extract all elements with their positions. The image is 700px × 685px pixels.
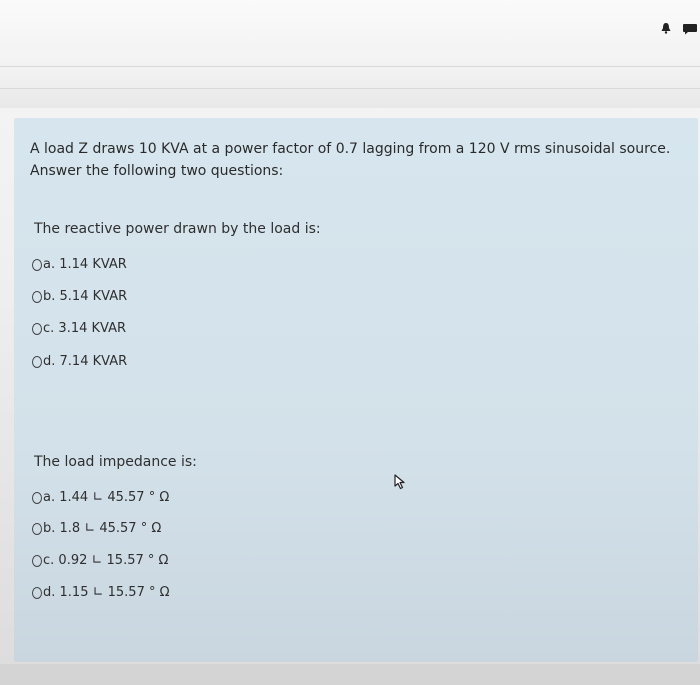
option-text: 1.8 ∟ 45.57 ° Ω — [59, 521, 162, 536]
top-right-icons — [652, 20, 698, 38]
question-line-2: Answer the following two questions: — [30, 163, 284, 179]
option-text: 5.14 KVAR — [59, 289, 128, 304]
option-letter: d. — [43, 585, 56, 600]
radio-icon[interactable] — [32, 291, 42, 303]
bell-icon[interactable] — [660, 22, 672, 34]
q2-prompt: The load impedance is: — [34, 454, 197, 470]
top-bar — [0, 0, 700, 108]
radio-icon[interactable] — [32, 555, 42, 567]
q1-option-d[interactable] — [32, 354, 127, 369]
q1-option-b[interactable] — [32, 289, 127, 304]
q1-option-c[interactable] — [32, 321, 126, 336]
divider — [0, 66, 700, 67]
option-text: 3.14 KVAR — [58, 321, 127, 336]
radio-icon[interactable] — [32, 587, 42, 599]
option-text: 1.14 KVAR — [59, 257, 127, 272]
option-letter: d. — [43, 354, 56, 369]
radio-icon[interactable] — [32, 523, 42, 535]
q1-option-a[interactable] — [32, 257, 127, 272]
question-panel — [14, 118, 698, 662]
q2-option-a[interactable] — [32, 490, 169, 505]
radio-icon[interactable] — [32, 323, 42, 335]
q1-prompt: The reactive power drawn by the load is: — [34, 221, 321, 237]
option-text: 1.44 ∟ 45.57 ° Ω — [59, 490, 170, 505]
option-letter: b. — [43, 521, 56, 536]
question-text — [30, 138, 680, 182]
option-text: 1.15 ∟ 15.57 ° Ω — [59, 585, 170, 600]
q2-option-d[interactable] — [32, 585, 170, 600]
radio-icon[interactable] — [32, 492, 42, 504]
mouse-cursor-icon — [394, 474, 408, 490]
q2-option-b[interactable] — [32, 521, 161, 536]
option-text: 7.14 KVAR — [59, 354, 128, 369]
option-letter: b. — [43, 289, 56, 304]
radio-icon[interactable] — [32, 356, 42, 368]
question-line-1: A load Z draws 10 KVA at a power factor of 0.7 lagging from a 120 V rms sinusoidal source. — [30, 141, 671, 157]
option-letter: c. — [43, 321, 55, 336]
chat-icon[interactable] — [682, 23, 698, 35]
option-letter: c. — [43, 553, 55, 568]
option-text: 0.92 ∟ 15.57 ° Ω — [58, 553, 169, 568]
q2-option-c[interactable] — [32, 553, 168, 568]
divider — [0, 88, 700, 89]
bottom-bar — [0, 664, 700, 685]
option-letter: a. — [43, 490, 56, 505]
radio-icon[interactable] — [32, 259, 42, 271]
option-letter: a. — [43, 257, 56, 272]
